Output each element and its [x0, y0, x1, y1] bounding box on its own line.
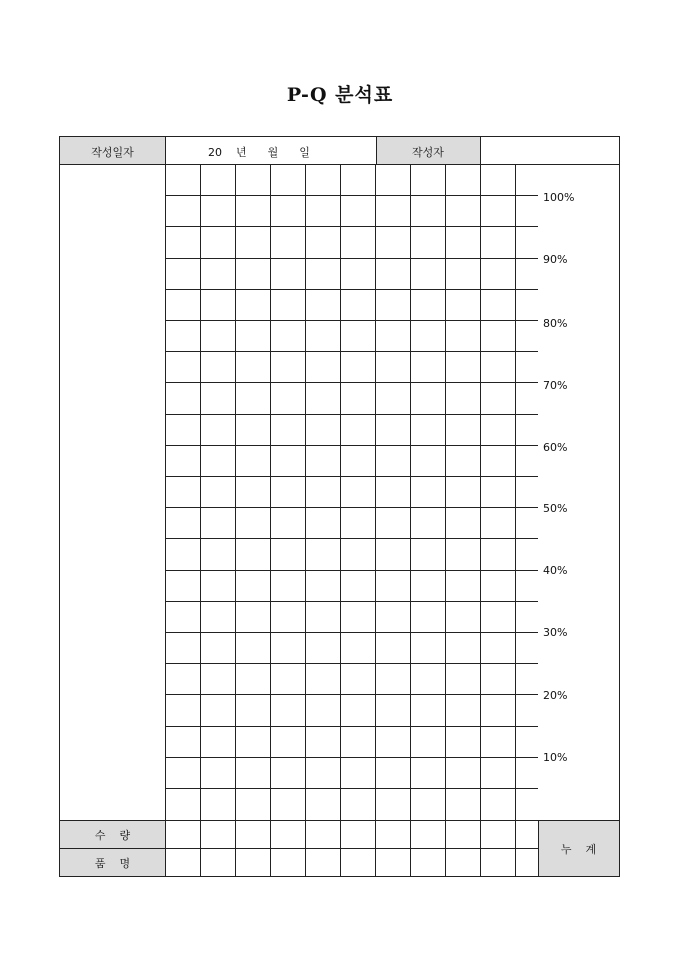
grid-row-line: [165, 538, 538, 539]
percent-label-100: 100%: [543, 191, 575, 204]
grid-row-line: [165, 632, 538, 633]
grid-col-line: [480, 164, 481, 876]
percent-label-50: 50%: [543, 502, 568, 515]
grid-col-line: [270, 164, 271, 876]
percent-label-20: 20%: [543, 689, 568, 702]
grid-row-line: [165, 351, 538, 352]
grid-col-line: [340, 164, 341, 876]
header-col-divider: [480, 136, 481, 164]
grid-col-line: [200, 164, 201, 876]
grid-col-line: [305, 164, 306, 876]
grid-row-line: [165, 195, 538, 196]
grid-row-line: [165, 570, 538, 571]
footer-row-divider: [59, 848, 538, 849]
cumulative-label: 누 계: [560, 843, 597, 856]
grid-col-line: [375, 164, 376, 876]
percent-label-40: 40%: [543, 564, 568, 577]
date-label: 작성일자: [91, 146, 134, 159]
author-label: 작성자: [412, 146, 444, 159]
grid-row-line: [165, 788, 538, 789]
grid-col-line: [165, 164, 166, 876]
page-title: P-Q 분석표: [286, 84, 394, 106]
grid-row-line: [165, 601, 538, 602]
percent-label-70: 70%: [543, 379, 568, 392]
percent-label-90: 90%: [543, 253, 568, 266]
grid-col-line: [410, 164, 411, 876]
header-col-divider: [376, 136, 377, 164]
percent-label-60: 60%: [543, 441, 568, 454]
grid-row-line: [165, 726, 538, 727]
grid-col-line: [515, 164, 516, 876]
grid-col-line: [235, 164, 236, 876]
percent-label-80: 80%: [543, 317, 568, 330]
grid-row-line: [165, 320, 538, 321]
grid-row-line: [165, 476, 538, 477]
grid-row-line: [165, 445, 538, 446]
product-label: 품 명: [94, 857, 131, 870]
grid-row-line: [165, 694, 538, 695]
grid-row-line: [165, 289, 538, 290]
grid-row-line: [165, 382, 538, 383]
percent-label-30: 30%: [543, 626, 568, 639]
grid-row-line: [165, 226, 538, 227]
grid-col-line: [445, 164, 446, 876]
quantity-label: 수 량: [94, 829, 131, 842]
grid-row-line: [165, 414, 538, 415]
grid-row-line: [165, 757, 538, 758]
footer-col-divider: [538, 820, 539, 876]
percent-label-10: 10%: [543, 751, 568, 764]
header-col-divider: [165, 136, 166, 164]
grid-row-line: [165, 663, 538, 664]
grid-row-line: [165, 258, 538, 259]
date-value[interactable]: 20 년 월 일: [208, 146, 310, 159]
chart-footer-divider: [59, 820, 620, 821]
grid-row-line: [165, 507, 538, 508]
